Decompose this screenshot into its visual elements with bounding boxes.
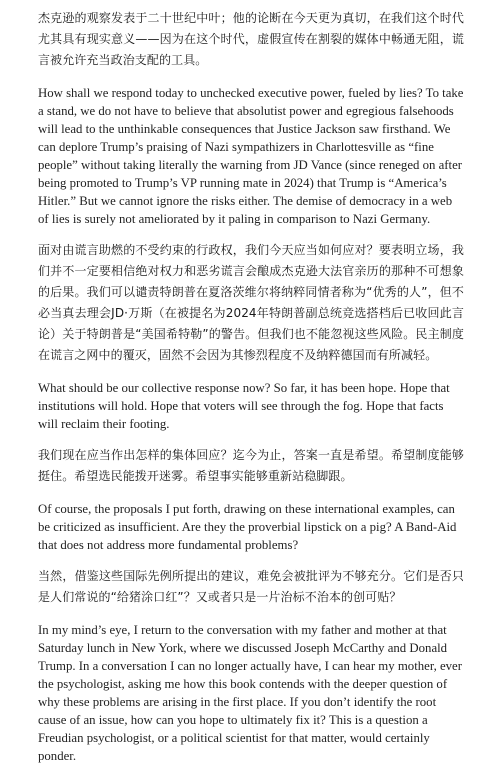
paragraph-zh-2: 面对由谎言助燃的不受约束的行政权，我们今天应当如何应对？要表明立场，我们并不一定要相信绝对权力和恶劣谎言会酿成杰克逊大法官亲历的那种不可想象的后果。我们可以谴责特朗普在夏洛茨维尔将纳粹同情者称为“优秀的人”，但不必当真去理会JD·万斯（在被提名为2024年特朗普副总统竞选搭档后已收回此言论）关于特朗普是“美国希特勒”的警告。但我们也不能忽视这些风险。民主制度在谎言之网中的覆灭，固然不会因为其惨烈程度不及纳粹德国而有所减轻。: [38, 243, 464, 362]
paragraph-en-2: What should be our collective response now? So far, it has been hope. Hope that institutions will hold. Hope that voters will see through the fog. Hope that facts will reclaim their footing.: [38, 381, 450, 431]
paragraph-en-1: How shall we respond today to unchecked executive power, fueled by lies? To take a stand, we do not have to believe that absolutist power and egregious falsehoods will lead to the unthinkable consequences that Justice Jackson saw firsthand. We can deplore Trump’s praising of Nazi sympathizers in Charlottesville as “fine people” without taking literally the warning from JD Vance (since reneged on after being promoted to Trump’s VP running mate in 2024) that Trump is “America’s Hitler.” But we cannot ignore the risks either. The demise of democracy in a web of lies is surely not ameliorated by it paling in comparison to Nazi Germany.: [38, 86, 464, 226]
paragraph-zh-3: 我们现在应当作出怎样的集体回应？迄今为止，答案一直是希望。希望制度能够挺住。希望选民能拨开迷雾。希望事实能够重新站稳脚跟。: [38, 448, 464, 483]
paragraph-en-3: Of course, the proposals I put forth, drawing on these international examples, can be criticized as insufficient. Are they the proverbial lipstick on a pig? A Band-Aid that does not address more fundamental problems?: [38, 502, 457, 552]
paragraph-zh-4: 当然，借鉴这些国际先例所提出的建议，难免会被批评为不够充分。它们是否只是人们常说的“给猪涂口红”？又或者只是一片治标不治本的创可贴？: [38, 569, 464, 604]
document-page: [38, 8, 464, 765]
paragraph-zh-1: 杰克逊的观察发表于二十世纪中叶；他的论断在今天更为真切，在我们这个时代尤其具有现实意义——因为在这个时代，虚假宣传在割裂的媒体中畅通无阻，谎言被允许充当政治支配的工具。: [38, 11, 464, 67]
paragraph-en-4: In my mind’s eye, I return to the conversation with my father and mother at that Saturday lunch in New York, where we discussed Joseph McCarthy and Donald Trump. In a conversation I can no longer actually have, I can hear my mother, ever the psychologist, asking me how this book contends with the deeper question of why these problems are arising in the first place. If you don’t identify the root cause of an issue, how can you hope to ultimately fix it? This is a question a Freudian psychologist, or a political scientist for that matter, would certainly ponder.: [38, 623, 463, 763]
